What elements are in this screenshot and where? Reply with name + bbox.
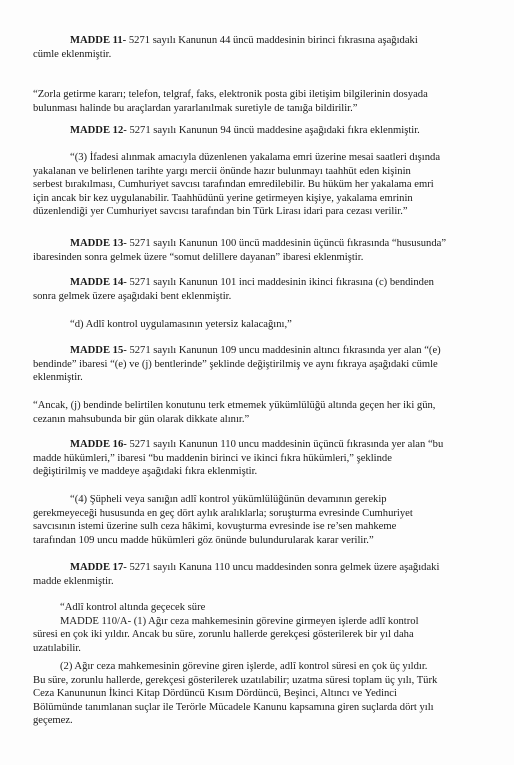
- article-heading: MADDE 13-: [70, 238, 127, 249]
- article-heading: MADDE 11-: [70, 35, 127, 46]
- article-text: sonra gelmek üzere aşağıdaki bent eklenmiştir.: [33, 290, 232, 302]
- article-text: madde eklenmiştir.: [33, 575, 114, 587]
- article-text: madde hükümleri,” ibaresi “bu maddenin birinci ve ikinci fıkra hükümleri,” şeklinde: [33, 452, 392, 464]
- article-text: bendinde” ibaresi “(e) ve (j) bentlerinde” şeklinde değiştirilmiş ve aynı fıkraya aşağıdaki cümle: [33, 358, 438, 370]
- article-text: 5271 sayılı Kanuna 110 uncu maddesinden sonra gelmek üzere aşağıdaki: [126, 562, 440, 573]
- article-heading: MADDE 12-: [70, 125, 127, 136]
- article-text: eklenmiştir.: [33, 372, 83, 384]
- article-text: 5271 sayılı Kanunun 44 üncü maddesinin birinci fıkrasına aşağıdaki: [126, 35, 418, 46]
- new-article-title: “Adlî kontrol altında geçecek süre: [60, 602, 206, 613]
- article-heading: MADDE 14-: [70, 277, 127, 288]
- article-12: [0, 124, 514, 138]
- article-11: [0, 34, 514, 61]
- article-text: 5271 sayılı Kanunun 100 üncü maddesinin üçüncü fıkrasında “hususunda”: [126, 238, 447, 249]
- article-text: cümle eklenmiştir.: [33, 48, 112, 60]
- quoted-text: “Adlî kontrol altında geçecek süre MADDE 110/A- (1) Ağır ceza mahkemesinin görevine girmeyen işlerde adlî kontrol süresi en çok iki yıldır. Ancak bu süre, zorunlu hallerde gerekçesi gösterilerek bir yıl daha uzatılabilir.: [0, 601, 514, 655]
- article-17: [0, 561, 514, 588]
- article-14: [0, 276, 514, 303]
- article-15: [0, 344, 514, 385]
- quoted-text: “(4) Şüpheli veya sanığın adlî kontrol yükümlülüğünün devamının gerekip gerekmeyeceği hususunda en geç dört aylık aralıklarla; soruşturma evresinde Cumhuriyet savcısının istemi üzerine sulh ceza hâkimi, kovuşturma evresinde ise re’sen mahkeme tarafından 109 uncu madde hükümleri göz önünde bulundurularak karar verilir.”: [33, 494, 413, 546]
- article-text: 5271 sayılı Kanunun 110 uncu maddesinin üçüncü fıkrasında yer alan “bu: [126, 439, 444, 450]
- quoted-text: “Zorla getirme kararı; telefon, telgraf, faks, elektronik posta gibi iletişim bilgilerinin dosyada bulunması halinde bu araçlardan yararlanılmak suretiyle de tanığa bildirilir.”: [33, 89, 428, 114]
- quoted-text: “(3) İfadesi alınmak amacıyla düzenlenen yakalama emri üzerine mesai saatleri dışında yakalanan ve belirlenen tarihte yargı mercii önünde hazır bulunmayı taahhüt eden kişinin serbest bırakılması, Cumhuriyet savcısı tarafından emredilebilir. Bu hüküm her yakalama emri için ancak bir kez uygulanabilir. Taahhüdünü yerine getirmeyen kişiye, yakalama emrinin düzenlendiği yer Cumhuriyet savcısı tarafından bin Türk Lirası idari para cezası verilir.”: [33, 152, 441, 218]
- article-heading: MADDE 16-: [70, 439, 127, 450]
- article-heading: MADDE 15-: [70, 345, 127, 356]
- quoted-text: “Ancak, (j) bendinde belirtilen konutunu terk etmemek yükümlülüğü altında geçen her iki gün, cezanın mahsubunda bir gün olarak dikkate alınır.”: [33, 400, 436, 425]
- article-16: [0, 438, 514, 479]
- article-text: 5271 sayılı Kanunun 101 inci maddesinin ikinci fıkrasına (c) bendinden: [126, 277, 434, 288]
- quoted-text: (2) Ağır ceza mahkemesinin görevine giren işlerde, adlî kontrol süresi en çok üç yıldır. Bu süre, zorunlu hallerde, gerekçesi gösterilerek uzatılabilir; uzatma süresi toplam üç yılı, Türk Ceza Kanununun İkinci Kitap Dördüncü Kısım Dördüncü, Beşinci, Altıncı ve Yedinci Bölümünde tanımlanan suçlar ile Terörle Mücadele Kanunu kapsamına giren suçlarda dört yılı geçemez.: [33, 661, 438, 727]
- article-text: ibaresinden sonra gelmek üzere “somut delillere dayanan” ibaresi eklenmiştir.: [33, 251, 364, 263]
- article-text: değiştirilmiş ve maddeye aşağıdaki fıkra eklenmiştir.: [33, 466, 258, 478]
- article-text: 5271 sayılı Kanunun 109 uncu maddesinin altıncı fıkrasında yer alan “(e): [126, 345, 441, 356]
- article-text: 5271 sayılı Kanunun 94 üncü maddesine aşağıdaki fıkra eklenmiştir.: [126, 125, 420, 136]
- article-13: [0, 237, 514, 264]
- article-heading: MADDE 17-: [70, 562, 127, 573]
- quoted-text: “d) Adlî kontrol uygulamasının yetersiz kalacağını,”: [70, 319, 292, 330]
